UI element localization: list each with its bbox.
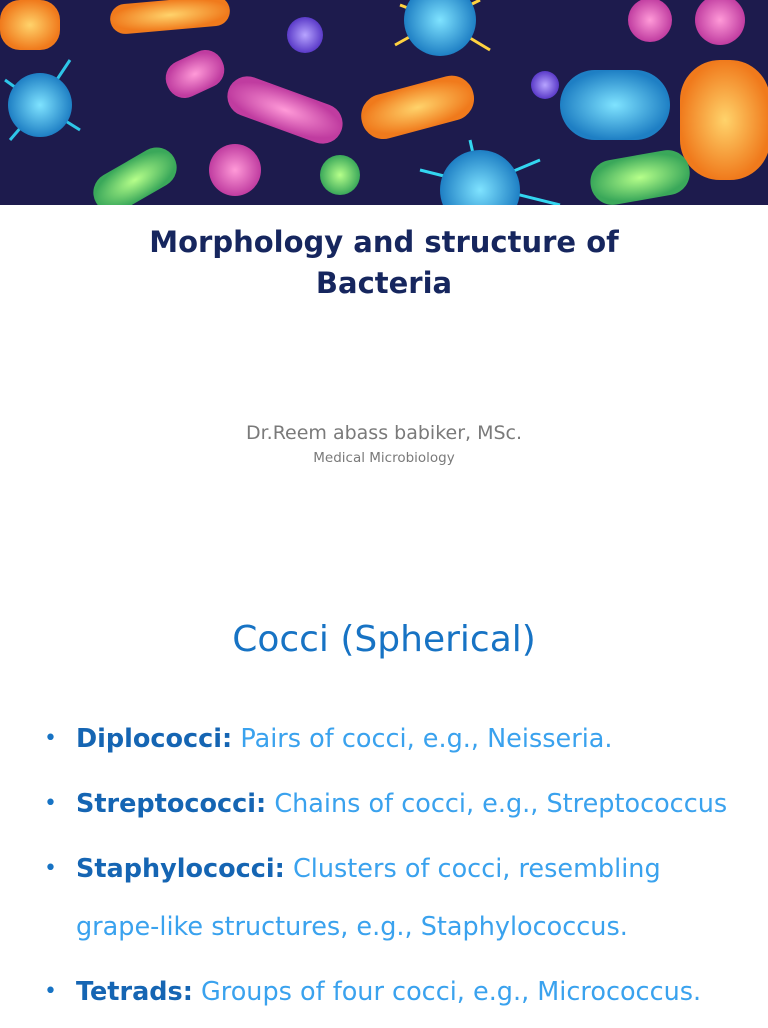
bullet-term: Tetrads: bbox=[76, 977, 193, 1007]
bullet-term: Diplococci: bbox=[76, 724, 233, 754]
bullet-item bbox=[44, 775, 744, 833]
bullet-term: Streptococci: bbox=[76, 789, 267, 819]
bullet-list bbox=[44, 710, 744, 1028]
bacteria-illustration bbox=[0, 0, 768, 205]
department-name: Medical Microbiology bbox=[313, 450, 455, 466]
section-heading: Cocci (Spherical) bbox=[232, 619, 536, 660]
bullet-text: Groups of four cocci, e.g., Micrococcus. bbox=[201, 977, 702, 1007]
bullet-dot-icon: • bbox=[44, 979, 57, 1004]
author-name: Dr.Reem abass babiker, MSc. bbox=[245, 422, 523, 444]
title-line-2: Bacteria bbox=[315, 266, 453, 300]
bullet-text: Pairs of cocci, e.g., Neisseria. bbox=[240, 724, 613, 754]
bullet-dot-icon: • bbox=[44, 726, 57, 751]
bullet-text: Chains of cocci, e.g., Streptococcus bbox=[274, 789, 728, 819]
bullet-text: Clusters of cocci, resembling grape-like structures, e.g., Staphylococcus. bbox=[76, 854, 661, 942]
bacteria-banner-image bbox=[0, 0, 768, 205]
title-line-1: Morphology and structure of bbox=[149, 225, 619, 259]
presentation-title bbox=[0, 222, 768, 304]
bullet-term: Staphylococci: bbox=[76, 854, 285, 884]
bullet-item bbox=[44, 710, 744, 768]
bullet-item bbox=[44, 963, 744, 1021]
bullet-item bbox=[44, 840, 744, 956]
bullet-dot-icon: • bbox=[44, 856, 57, 881]
bullet-dot-icon: • bbox=[44, 791, 57, 816]
